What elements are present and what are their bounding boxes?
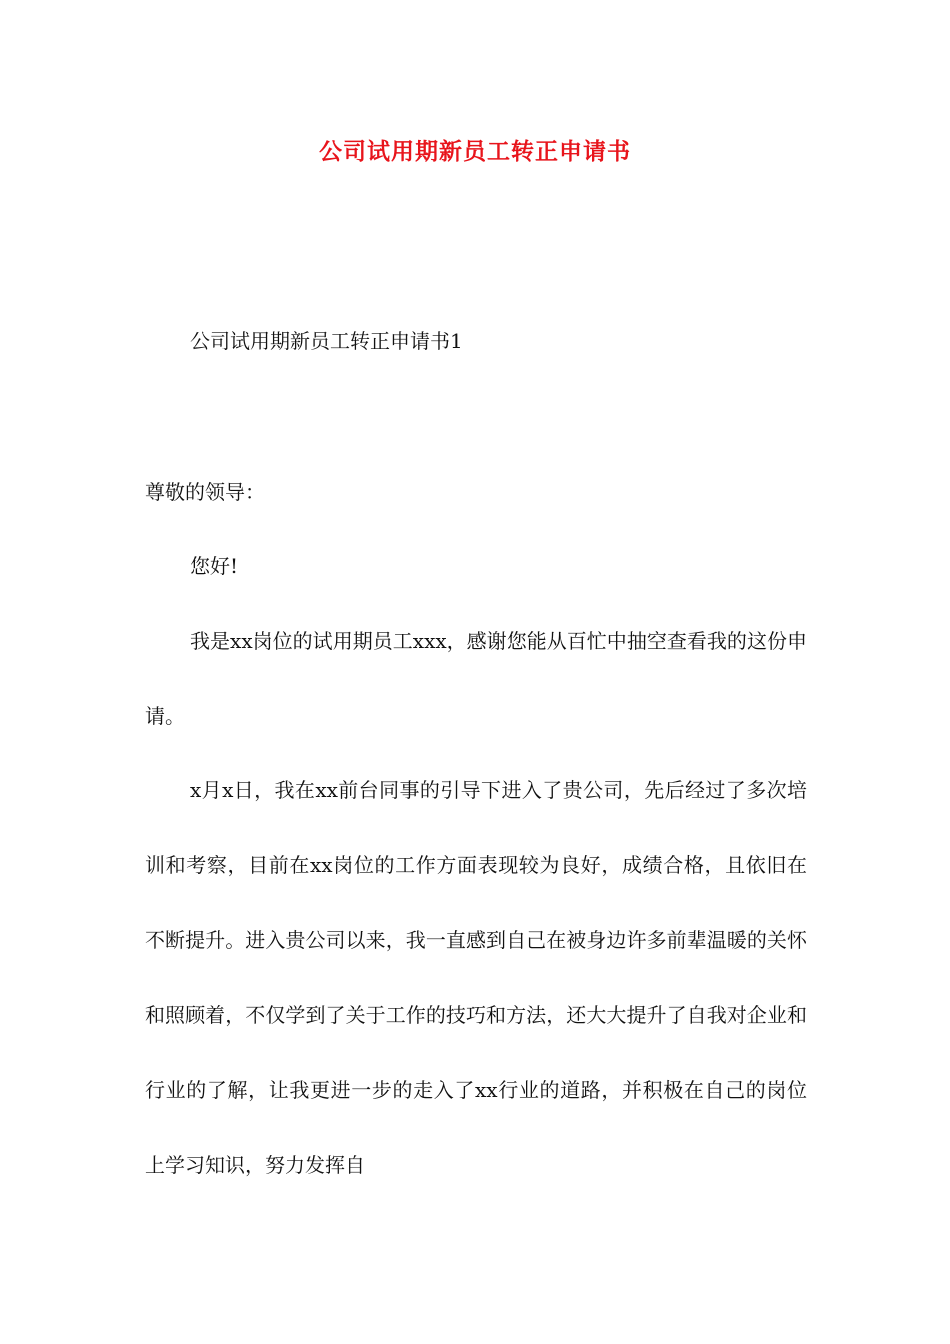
body-paragraph-1: 我是xx岗位的试用期员工xxx，感谢您能从百忙中抽空查看我的这份申请。 — [145, 629, 807, 728]
document-title: 公司试用期新员工转正申请书 — [319, 138, 631, 165]
section-heading: 公司试用期新员工转正申请书1 — [190, 329, 463, 353]
body-paragraph-2: x月x日，我在xx前台同事的引导下进入了贵公司，先后经过了多次培训和考察，目前在xx岗位的工作方面表现较为良好，成绩合格，且依旧在不断提升。进入贵公司以来，我一直感到自己在被身边许多前辈温暖的关怀和照顾着，不仅学到了关于工作的技巧和方法，还大大提升了自我对企业和行业的了解，让我更进一步的走入了xx行业的道路，并积极在自己的岗位上学习知识，努力发挥自 — [145, 778, 807, 1177]
salutation: 尊敬的领导： — [145, 480, 265, 504]
greeting: 您好! — [190, 554, 239, 578]
